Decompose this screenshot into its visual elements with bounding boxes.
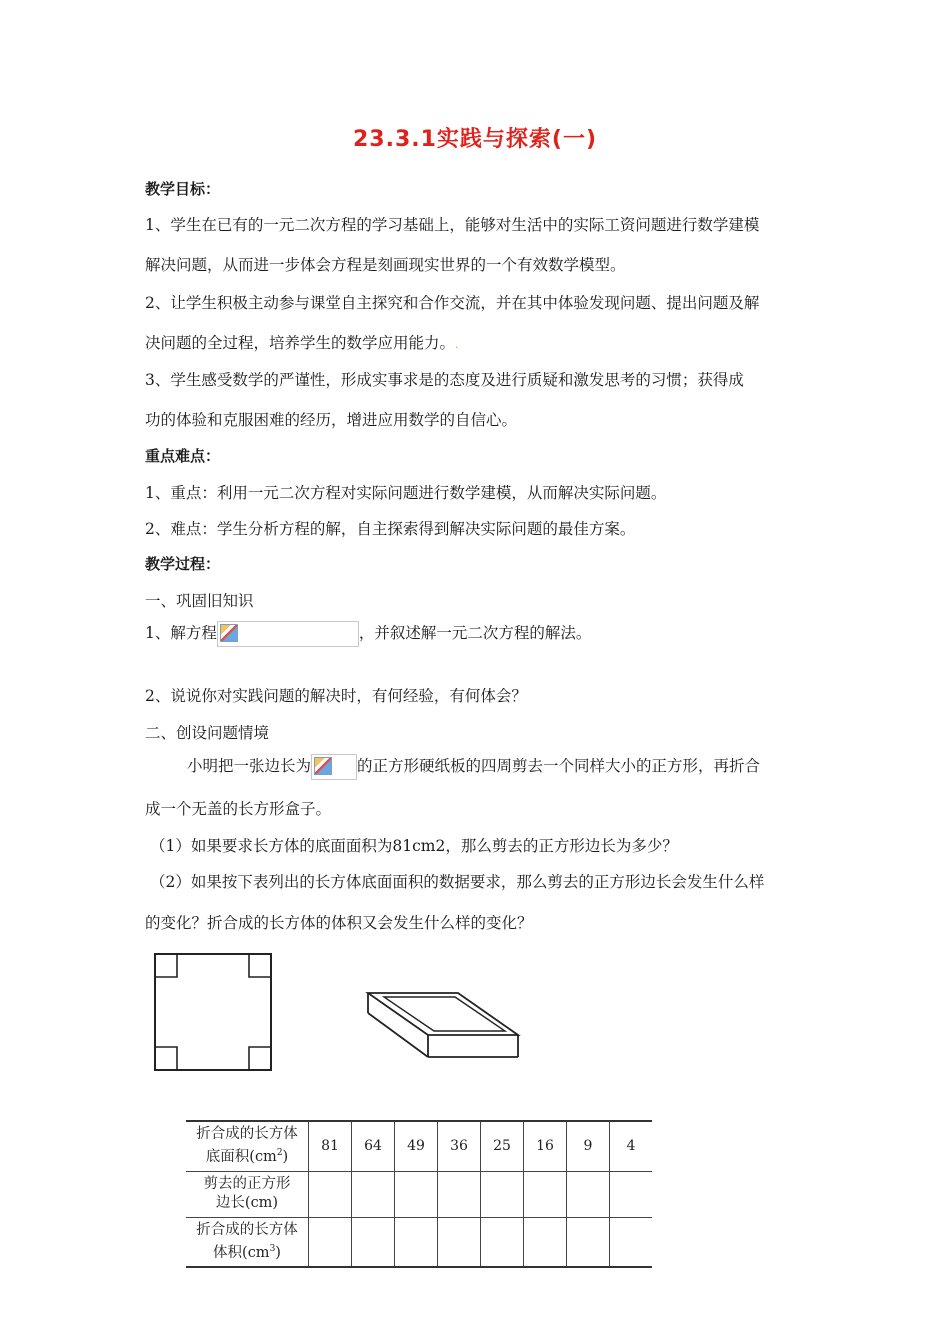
objectives-heading: 教学目标： bbox=[145, 180, 221, 198]
area-value: 36 bbox=[438, 1121, 481, 1171]
empty-cell bbox=[309, 1217, 352, 1267]
objective-1-line-2: 解决问题，从而进一步体会方程是刻画现实世界的一个有效数学模型。 bbox=[145, 256, 626, 274]
sub-question-2-line-1: （2）如果按下表列出的长方体底面面积的数据要求，那么剪去的正方形边长会发生什么样 bbox=[150, 873, 765, 891]
empty-cell bbox=[438, 1217, 481, 1267]
area-value: 9 bbox=[567, 1121, 610, 1171]
key-points-heading: 重点难点： bbox=[145, 447, 221, 465]
question-2: 2、说说你对实践问题的解决时，有何经验，有何体会？ bbox=[145, 687, 527, 705]
empty-cell bbox=[610, 1171, 653, 1217]
empty-cell bbox=[481, 1171, 524, 1217]
row-label-volume: 折合成的长方体 体积$(cm^3)$ bbox=[186, 1217, 309, 1267]
page-title: 23.3.1实践与探索(一) bbox=[352, 127, 598, 152]
question-1 bbox=[145, 621, 591, 647]
objective-2-line-2: 决问题的全过程，培养学生的数学应用能力。. bbox=[145, 334, 459, 352]
empty-cell bbox=[524, 1171, 567, 1217]
story-line-1 bbox=[187, 754, 760, 780]
row-label-cut-length: 剪去的正方形 边长(cm) bbox=[186, 1171, 309, 1217]
cut-corners-square-figure bbox=[150, 950, 280, 1075]
empty-cell bbox=[610, 1217, 653, 1267]
empty-cell bbox=[352, 1171, 395, 1217]
data-table bbox=[186, 1120, 652, 1268]
table-row-volume bbox=[186, 1217, 652, 1267]
equation-image-placeholder bbox=[217, 621, 359, 647]
table-row-base-area bbox=[186, 1121, 652, 1171]
section-2-heading: 二、创设问题情境 bbox=[145, 724, 270, 742]
sub-question-1: （1）如果要求长方体的底面面积为81cm2，那么剪去的正方形边长为多少？ bbox=[150, 837, 678, 855]
broken-image-icon bbox=[220, 624, 238, 642]
row-label-base-area: 折合成的长方体 底面积$(cm^2)$ bbox=[186, 1121, 309, 1171]
empty-cell bbox=[481, 1217, 524, 1267]
side-length-image-placeholder bbox=[311, 754, 357, 780]
broken-image-icon bbox=[314, 757, 332, 775]
story-line-2: 成一个无盖的长方形盒子。 bbox=[145, 800, 332, 818]
empty-cell bbox=[567, 1171, 610, 1217]
area-value: 64 bbox=[352, 1121, 395, 1171]
empty-cell bbox=[309, 1171, 352, 1217]
table-row-cut-length bbox=[186, 1171, 652, 1217]
key-point-1: 1、重点：利用一元二次方程对实际问题进行数学建模，从而解决实际问题。 bbox=[145, 484, 667, 502]
empty-cell bbox=[524, 1217, 567, 1267]
objective-3-line-2: 功的体验和克服困难的经历，增进应用数学的自信心。 bbox=[145, 411, 518, 429]
question-1-prefix: 1、解方程 bbox=[145, 624, 217, 642]
area-value: 81 bbox=[309, 1121, 352, 1171]
empty-cell bbox=[395, 1217, 438, 1267]
empty-cell bbox=[438, 1171, 481, 1217]
key-point-2: 2、难点：学生分析方程的解，自主探索得到解决实际问题的最佳方案。 bbox=[145, 520, 636, 538]
objective-2-line-1: 2、让学生积极主动参与课堂自主探究和合作交流，并在其中体验发现问题、提出问题及解 bbox=[145, 294, 760, 312]
area-value: 16 bbox=[524, 1121, 567, 1171]
open-box-figure bbox=[360, 985, 530, 1065]
story-prefix: 小明把一张边长为 bbox=[187, 757, 312, 775]
area-value: 49 bbox=[395, 1121, 438, 1171]
area-value: 25 bbox=[481, 1121, 524, 1171]
question-1-suffix: ，并叙述解一元二次方程的解法。 bbox=[358, 624, 592, 642]
area-value: 4 bbox=[610, 1121, 653, 1171]
story-suffix: 的正方形硬纸板的四周剪去一个同样大小的正方形，再折合 bbox=[357, 757, 761, 775]
objective-3-line-1: 3、学生感受数学的严谨性，形成实事求是的态度及进行质疑和激发思考的习惯；获得成 bbox=[145, 371, 744, 389]
empty-cell bbox=[352, 1217, 395, 1267]
empty-cell bbox=[567, 1217, 610, 1267]
process-heading: 教学过程： bbox=[145, 555, 221, 573]
objective-1-line-1: 1、学生在已有的一元二次方程的学习基础上，能够对生活中的实际工资问题进行数学建模 bbox=[145, 216, 760, 234]
section-1-heading: 一、巩固旧知识 bbox=[145, 592, 254, 610]
empty-cell bbox=[395, 1171, 438, 1217]
sub-question-2-line-2: 的变化？折合成的长方体的体积又会发生什么样的变化？ bbox=[145, 914, 533, 932]
